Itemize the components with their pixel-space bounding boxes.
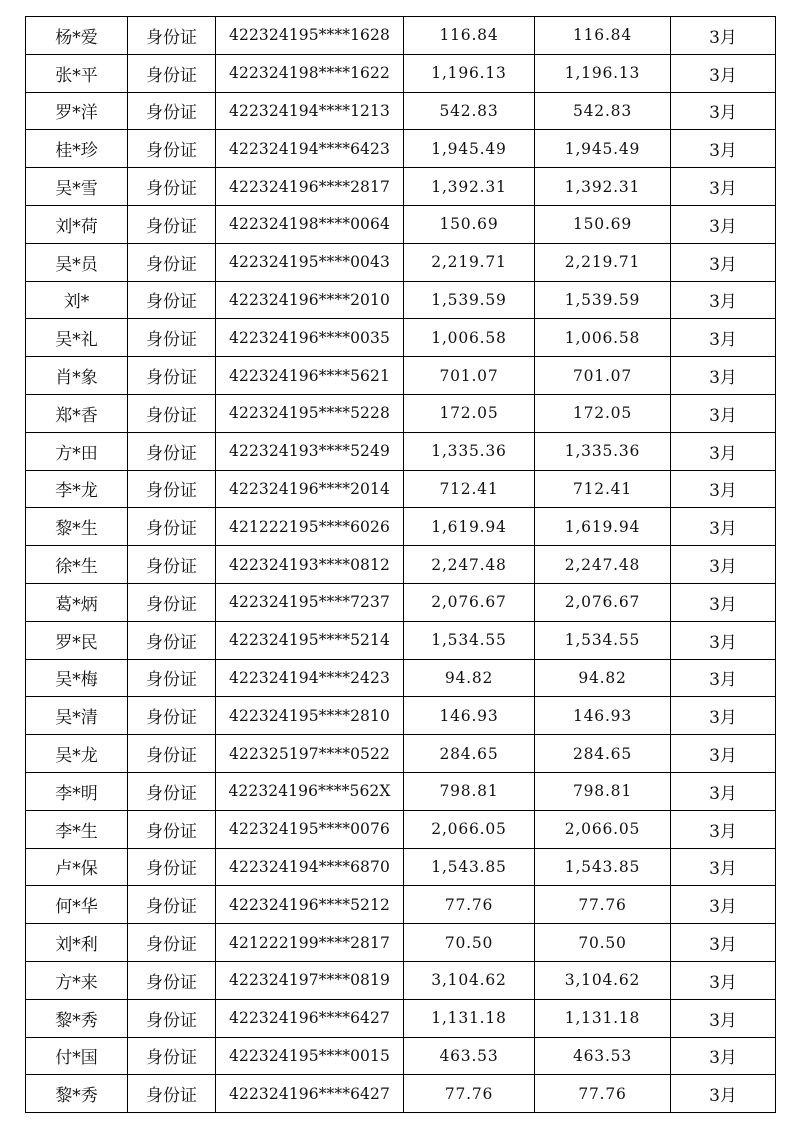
cell-name: 刘* xyxy=(26,281,128,319)
cell-name: 付*国 xyxy=(26,1037,128,1075)
cell-id-type: 身份证 xyxy=(128,1075,216,1113)
cell-amount-a: 1,006.58 xyxy=(404,319,535,357)
cell-name: 卢*保 xyxy=(26,848,128,886)
table-row xyxy=(26,1075,776,1113)
cell-amount-b: 146.93 xyxy=(535,697,671,735)
table-row xyxy=(26,17,776,55)
cell-month: 3月 xyxy=(671,432,776,470)
cell-amount-a: 1,534.55 xyxy=(404,621,535,659)
cell-name: 吴*员 xyxy=(26,243,128,281)
cell-id-number: 422324193****5249 xyxy=(216,432,404,470)
table-row xyxy=(26,659,776,697)
table-row xyxy=(26,772,776,810)
cell-id-number: 422324198****0064 xyxy=(216,205,404,243)
table-row xyxy=(26,92,776,130)
cell-month: 3月 xyxy=(671,357,776,395)
table-row xyxy=(26,205,776,243)
cell-id-number: 422324194****1213 xyxy=(216,92,404,130)
cell-id-number: 422324197****0819 xyxy=(216,961,404,999)
cell-month: 3月 xyxy=(671,54,776,92)
cell-month: 3月 xyxy=(671,1037,776,1075)
cell-amount-b: 1,534.55 xyxy=(535,621,671,659)
cell-name: 黎*秀 xyxy=(26,999,128,1037)
cell-amount-a: 77.76 xyxy=(404,886,535,924)
cell-amount-a: 70.50 xyxy=(404,924,535,962)
cell-id-type: 身份证 xyxy=(128,508,216,546)
cell-name: 刘*荷 xyxy=(26,205,128,243)
cell-amount-b: 116.84 xyxy=(535,17,671,55)
cell-name: 黎*秀 xyxy=(26,1075,128,1113)
cell-amount-b: 712.41 xyxy=(535,470,671,508)
cell-id-type: 身份证 xyxy=(128,205,216,243)
cell-id-type: 身份证 xyxy=(128,621,216,659)
table-row xyxy=(26,886,776,924)
cell-id-number: 422324198****1622 xyxy=(216,54,404,92)
cell-amount-b: 701.07 xyxy=(535,357,671,395)
cell-amount-b: 2,247.48 xyxy=(535,546,671,584)
cell-amount-a: 1,335.36 xyxy=(404,432,535,470)
cell-amount-a: 2,066.05 xyxy=(404,810,535,848)
cell-amount-b: 1,539.59 xyxy=(535,281,671,319)
cell-id-number: 422324195****0043 xyxy=(216,243,404,281)
cell-name: 肖*象 xyxy=(26,357,128,395)
cell-name: 吴*雪 xyxy=(26,168,128,206)
cell-id-type: 身份证 xyxy=(128,1037,216,1075)
cell-id-number: 422324194****6423 xyxy=(216,130,404,168)
cell-amount-b: 1,945.49 xyxy=(535,130,671,168)
cell-month: 3月 xyxy=(671,924,776,962)
table-row xyxy=(26,281,776,319)
cell-name: 桂*珍 xyxy=(26,130,128,168)
cell-month: 3月 xyxy=(671,470,776,508)
cell-name: 张*平 xyxy=(26,54,128,92)
cell-amount-b: 150.69 xyxy=(535,205,671,243)
table-body xyxy=(26,17,776,1113)
table-row xyxy=(26,924,776,962)
cell-amount-a: 2,076.67 xyxy=(404,583,535,621)
table-row xyxy=(26,583,776,621)
cell-amount-a: 150.69 xyxy=(404,205,535,243)
cell-amount-b: 1,392.31 xyxy=(535,168,671,206)
cell-id-number: 422324196****0035 xyxy=(216,319,404,357)
cell-amount-b: 77.76 xyxy=(535,1075,671,1113)
cell-month: 3月 xyxy=(671,1075,776,1113)
cell-id-type: 身份证 xyxy=(128,319,216,357)
cell-amount-a: 94.82 xyxy=(404,659,535,697)
cell-id-number: 422324195****1628 xyxy=(216,17,404,55)
table-row xyxy=(26,848,776,886)
table-row xyxy=(26,168,776,206)
cell-month: 3月 xyxy=(671,243,776,281)
cell-amount-a: 1,392.31 xyxy=(404,168,535,206)
cell-id-number: 422324196****2817 xyxy=(216,168,404,206)
cell-amount-a: 712.41 xyxy=(404,470,535,508)
cell-month: 3月 xyxy=(671,130,776,168)
cell-id-number: 422325197****0522 xyxy=(216,735,404,773)
cell-amount-a: 1,539.59 xyxy=(404,281,535,319)
cell-id-number: 422324196****5212 xyxy=(216,886,404,924)
cell-amount-b: 94.82 xyxy=(535,659,671,697)
cell-month: 3月 xyxy=(671,848,776,886)
cell-id-type: 身份证 xyxy=(128,886,216,924)
cell-id-type: 身份证 xyxy=(128,54,216,92)
cell-amount-a: 463.53 xyxy=(404,1037,535,1075)
cell-id-number: 422324195****2810 xyxy=(216,697,404,735)
cell-amount-a: 701.07 xyxy=(404,357,535,395)
cell-name: 吴*礼 xyxy=(26,319,128,357)
cell-name: 郑*香 xyxy=(26,394,128,432)
cell-id-number: 422324196****562X xyxy=(216,772,404,810)
table-row xyxy=(26,54,776,92)
cell-month: 3月 xyxy=(671,772,776,810)
cell-id-type: 身份证 xyxy=(128,130,216,168)
cell-id-number: 422324195****0015 xyxy=(216,1037,404,1075)
cell-name: 徐*生 xyxy=(26,546,128,584)
cell-id-type: 身份证 xyxy=(128,546,216,584)
cell-name: 罗*民 xyxy=(26,621,128,659)
cell-name: 黎*生 xyxy=(26,508,128,546)
cell-name: 方*田 xyxy=(26,432,128,470)
cell-month: 3月 xyxy=(671,999,776,1037)
table-row xyxy=(26,394,776,432)
cell-month: 3月 xyxy=(671,92,776,130)
cell-id-number: 422324196****5621 xyxy=(216,357,404,395)
cell-month: 3月 xyxy=(671,546,776,584)
cell-month: 3月 xyxy=(671,17,776,55)
table-row xyxy=(26,810,776,848)
cell-month: 3月 xyxy=(671,394,776,432)
cell-amount-b: 798.81 xyxy=(535,772,671,810)
cell-id-number: 422324196****6427 xyxy=(216,999,404,1037)
cell-name: 何*华 xyxy=(26,886,128,924)
cell-amount-a: 542.83 xyxy=(404,92,535,130)
cell-amount-a: 146.93 xyxy=(404,697,535,735)
cell-amount-b: 3,104.62 xyxy=(535,961,671,999)
cell-id-number: 422324195****5214 xyxy=(216,621,404,659)
cell-month: 3月 xyxy=(671,810,776,848)
cell-amount-b: 2,066.05 xyxy=(535,810,671,848)
cell-amount-a: 284.65 xyxy=(404,735,535,773)
cell-name: 李*龙 xyxy=(26,470,128,508)
cell-id-type: 身份证 xyxy=(128,281,216,319)
table-row xyxy=(26,432,776,470)
cell-amount-a: 798.81 xyxy=(404,772,535,810)
cell-amount-b: 77.76 xyxy=(535,886,671,924)
cell-month: 3月 xyxy=(671,281,776,319)
cell-id-number: 422324194****2423 xyxy=(216,659,404,697)
cell-id-type: 身份证 xyxy=(128,659,216,697)
table-row xyxy=(26,1037,776,1075)
cell-id-number: 422324193****0812 xyxy=(216,546,404,584)
cell-amount-a: 1,196.13 xyxy=(404,54,535,92)
cell-amount-a: 3,104.62 xyxy=(404,961,535,999)
cell-id-number: 422324195****5228 xyxy=(216,394,404,432)
cell-amount-b: 1,543.85 xyxy=(535,848,671,886)
cell-amount-a: 1,131.18 xyxy=(404,999,535,1037)
cell-id-number: 422324194****6870 xyxy=(216,848,404,886)
cell-month: 3月 xyxy=(671,205,776,243)
cell-id-type: 身份证 xyxy=(128,92,216,130)
table-row xyxy=(26,999,776,1037)
cell-month: 3月 xyxy=(671,168,776,206)
table-row xyxy=(26,470,776,508)
cell-id-type: 身份证 xyxy=(128,810,216,848)
cell-month: 3月 xyxy=(671,508,776,546)
cell-id-type: 身份证 xyxy=(128,168,216,206)
cell-month: 3月 xyxy=(671,735,776,773)
cell-id-number: 422324196****6427 xyxy=(216,1075,404,1113)
cell-id-number: 422324196****2014 xyxy=(216,470,404,508)
cell-name: 吴*清 xyxy=(26,697,128,735)
cell-id-number: 422324195****7237 xyxy=(216,583,404,621)
table-row xyxy=(26,697,776,735)
cell-id-number: 422324195****0076 xyxy=(216,810,404,848)
cell-month: 3月 xyxy=(671,583,776,621)
cell-month: 3月 xyxy=(671,886,776,924)
cell-id-type: 身份证 xyxy=(128,924,216,962)
cell-name: 杨*爱 xyxy=(26,17,128,55)
cell-month: 3月 xyxy=(671,621,776,659)
cell-amount-a: 2,247.48 xyxy=(404,546,535,584)
cell-amount-b: 2,076.67 xyxy=(535,583,671,621)
cell-id-type: 身份证 xyxy=(128,848,216,886)
table-row xyxy=(26,961,776,999)
cell-id-type: 身份证 xyxy=(128,357,216,395)
table-row xyxy=(26,621,776,659)
cell-amount-b: 463.53 xyxy=(535,1037,671,1075)
cell-name: 李*生 xyxy=(26,810,128,848)
cell-amount-b: 1,335.36 xyxy=(535,432,671,470)
cell-id-type: 身份证 xyxy=(128,961,216,999)
cell-id-number: 422324196****2010 xyxy=(216,281,404,319)
cell-amount-b: 1,196.13 xyxy=(535,54,671,92)
cell-month: 3月 xyxy=(671,697,776,735)
cell-id-number: 421222195****6026 xyxy=(216,508,404,546)
table-row xyxy=(26,508,776,546)
table-row xyxy=(26,319,776,357)
cell-name: 吴*龙 xyxy=(26,735,128,773)
cell-name: 刘*利 xyxy=(26,924,128,962)
cell-id-type: 身份证 xyxy=(128,999,216,1037)
cell-name: 李*明 xyxy=(26,772,128,810)
table-row xyxy=(26,735,776,773)
cell-amount-a: 2,219.71 xyxy=(404,243,535,281)
cell-amount-b: 284.65 xyxy=(535,735,671,773)
cell-id-type: 身份证 xyxy=(128,772,216,810)
cell-amount-b: 1,131.18 xyxy=(535,999,671,1037)
cell-amount-a: 1,619.94 xyxy=(404,508,535,546)
cell-id-type: 身份证 xyxy=(128,243,216,281)
cell-id-type: 身份证 xyxy=(128,394,216,432)
cell-id-type: 身份证 xyxy=(128,470,216,508)
cell-name: 罗*洋 xyxy=(26,92,128,130)
cell-name: 葛*炳 xyxy=(26,583,128,621)
table-row xyxy=(26,357,776,395)
cell-amount-b: 542.83 xyxy=(535,92,671,130)
cell-amount-a: 116.84 xyxy=(404,17,535,55)
cell-id-type: 身份证 xyxy=(128,17,216,55)
cell-id-type: 身份证 xyxy=(128,697,216,735)
cell-amount-b: 1,006.58 xyxy=(535,319,671,357)
table-row xyxy=(26,243,776,281)
table-row xyxy=(26,546,776,584)
cell-amount-a: 77.76 xyxy=(404,1075,535,1113)
cell-amount-b: 70.50 xyxy=(535,924,671,962)
cell-amount-b: 1,619.94 xyxy=(535,508,671,546)
subsidy-table xyxy=(25,16,776,1113)
cell-id-type: 身份证 xyxy=(128,583,216,621)
cell-id-number: 421222199****2817 xyxy=(216,924,404,962)
cell-name: 方*来 xyxy=(26,961,128,999)
cell-month: 3月 xyxy=(671,319,776,357)
cell-amount-b: 2,219.71 xyxy=(535,243,671,281)
cell-amount-a: 1,543.85 xyxy=(404,848,535,886)
table-row xyxy=(26,130,776,168)
cell-amount-a: 1,945.49 xyxy=(404,130,535,168)
cell-name: 吴*梅 xyxy=(26,659,128,697)
cell-month: 3月 xyxy=(671,659,776,697)
cell-id-type: 身份证 xyxy=(128,432,216,470)
cell-id-type: 身份证 xyxy=(128,735,216,773)
cell-amount-a: 172.05 xyxy=(404,394,535,432)
cell-amount-b: 172.05 xyxy=(535,394,671,432)
cell-month: 3月 xyxy=(671,961,776,999)
